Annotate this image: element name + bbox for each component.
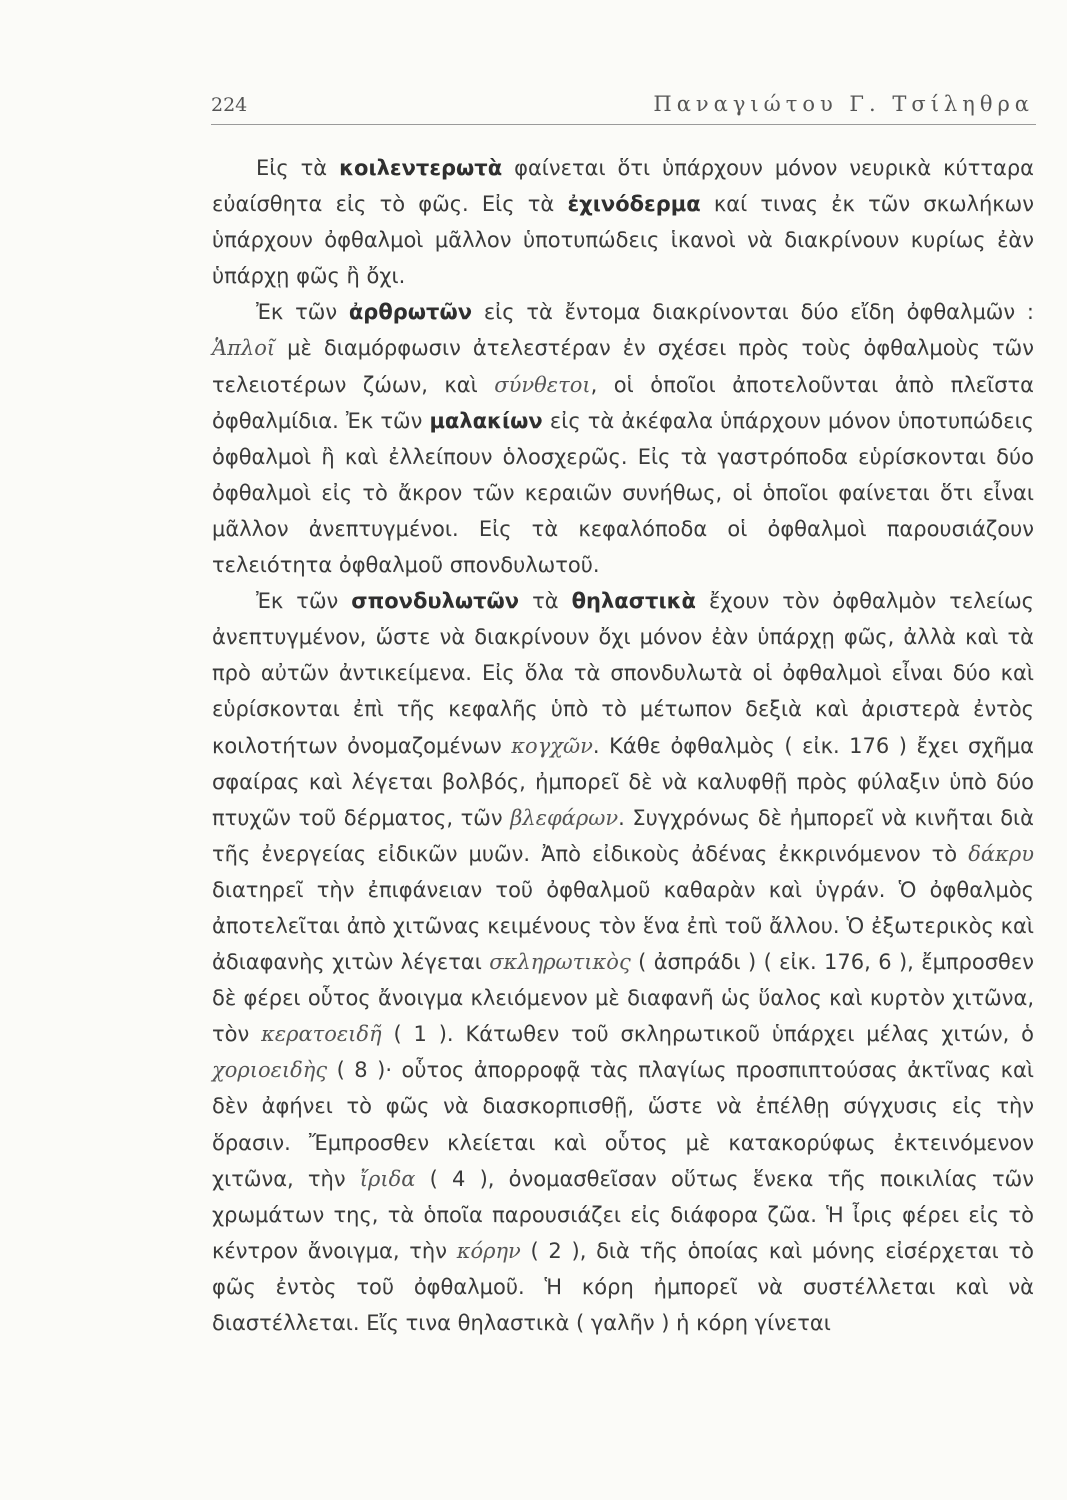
paragraph bbox=[212, 150, 1034, 294]
text-run: τὰ bbox=[519, 589, 572, 614]
text-run: , οἱ ὁποῖοι ἀποτελοῦνται ἀπὸ πλεῖστα ὀφθαλμίδια. Ἐκ τῶν bbox=[212, 372, 1035, 433]
bold-term: ἀρθρωτῶν bbox=[348, 300, 473, 325]
italic-term: Ἁπλοῖ bbox=[212, 336, 276, 361]
text-run: εἰς τὰ ἔντομα διακρίνονται δύο εἴδη ὀφθαλμῶν : bbox=[472, 300, 1034, 325]
text-run: καί τινας ἐκ τῶν σκωλήκων ὑπάρχουν ὀφθαλμοὶ μᾶλλον ὑποτυπώδεις ἱκανοὶ νὰ διακρίνουν κυρίως ἐὰν ὑπάρχῃ φῶς ἢ ὄχι. bbox=[212, 192, 1034, 289]
text-run: ( 4 ), ὀνομασθεῖσαν οὕτως ἕνεκα τῆς ποικιλίας τῶν χρωμάτων της, τὰ ὁποῖα παρουσιάζει εἰς διάφορα ζῶα. Ἡ ἶρις φέρει εἰς τὸ κέντρον ἄνοιγμα, τὴν bbox=[212, 1166, 1034, 1263]
bold-term: μαλακίων bbox=[429, 408, 543, 433]
page-number: 224 bbox=[211, 94, 248, 116]
page-body bbox=[212, 150, 1034, 1341]
text-run: . Συγχρόνως δὲ ἠμπορεῖ νὰ κινῆται διὰ τῆς ἐνεργείας εἰδικῶν μυῶν. Ἀπὸ εἰδικοὺς ἀδένας ἐκκρινόμενον τὸ bbox=[212, 805, 1034, 866]
text-run: Ἐκ τῶν bbox=[256, 300, 349, 325]
text-run: ( ἀσπράδι ) ( εἰκ. 176, 6 ), ἔμπροσθεν δὲ φέρει οὗτος ἄνοιγμα κλειόμενον μὲ διαφανῆ ὡς ὕαλος καὶ κυρτὸν χιτῶνα, τὸν bbox=[212, 950, 1034, 1047]
italic-term: κογχῶν bbox=[511, 733, 593, 758]
text-run: ( 1 ). Κάτωθεν τοῦ σκληρωτικοῦ ὑπάρχει μέλας χιτών, ὁ bbox=[381, 1022, 1034, 1047]
italic-term: κερατοειδῆ bbox=[261, 1022, 382, 1047]
italic-term: βλεφάρων bbox=[510, 805, 619, 830]
text-run: μὲ διαμόρφωσιν ἀτελεστέραν ἐν σχέσει πρὸς τοὺς ὀφθαλμοὺς τῶν τελειοτέρων ζώων, καὶ bbox=[212, 336, 1034, 397]
italic-term: χοριοειδὴς bbox=[212, 1058, 328, 1083]
italic-term: ἴριδα bbox=[359, 1166, 416, 1191]
text-run: Εἰς τὰ bbox=[256, 156, 340, 180]
text-run: ( 2 ), διὰ τῆς ὁποίας καὶ μόνης εἰσέρχεται τὸ φῶς ἐντὸς τοῦ ὀφθαλμοῦ. Ἡ κόρη ἠμπορεῖ νὰ συστέλλεται καὶ νὰ διαστέλλεται. Εἴς τινα θηλαστικὰ ( γαλῆν ) ἡ κόρη γίνεται bbox=[212, 1238, 1034, 1335]
text-run: φαίνεται ὅτι ὑπάρχουν μόνον νευρικὰ κύτταρα εὐαίσθητα εἰς τὸ φῶς. Εἰς τὰ bbox=[212, 156, 1035, 217]
italic-term: κόρην bbox=[456, 1238, 521, 1263]
page-header bbox=[211, 88, 1036, 125]
bold-term: σπονδυλωτῶν bbox=[351, 589, 520, 614]
text-run: εἰς τὰ ἀκέφαλα ὑπάρχουν μόνον ὑποτυπώδεις ὀφθαλμοὶ ἢ καὶ ἐλλείπουν ὁλοσχερῶς. Εἰς τὰ γαστρόποδα εὑρίσκονται δύο ὀφθαλμοὶ εἰς τὸ ἄκρον τῶν κεραιῶν συνήθως, οἱ ὁποῖοι φαίνεται ὅτι εἶναι μᾶλλον ἀνεπτυγμένοι. Εἰς τὰ κεφαλόποδα οἱ ὀφθαλμοὶ παρουσιάζουν τελειότητα ὀφθαλμοῦ σπονδυλωτοῦ. bbox=[212, 408, 1034, 578]
text-run: ἔχουν τὸν ὀφθαλμὸν τελείως ἀνεπτυγμένον, ὥστε νὰ διακρίνουν ὄχι μόνον ἐὰν ὑπάρχῃ φῶς, ἀλλὰ καὶ τὰ πρὸ αὐτῶν ἀντικείμενα. Εἰς ὅλα τὰ σπονδυλωτὰ οἱ ὀφθαλμοὶ εἶναι δύο καὶ εὑρίσκονται ἐπὶ τῆς κεφαλῆς ὑπὸ τὸ μέτωπον δεξιὰ καὶ ἀριστερὰ ἐντὸς κοιλοτήτων ὀνομαζομένων bbox=[212, 589, 1034, 758]
text-run: διατηρεῖ τὴν ἐπιφάνειαν τοῦ ὀφθαλμοῦ καθαρὰν καὶ ὑγράν. Ὁ ὀφθαλμὸς ἀποτελεῖται ἀπὸ χιτῶνας κειμένους τὸν ἕνα ἐπὶ τοῦ ἄλλου. Ὁ ἐξωτερικὸς καὶ ἀδιαφανὴς χιτὼν λέγεται bbox=[212, 877, 1034, 975]
bold-term: ἐχινόδερμα bbox=[567, 192, 701, 217]
italic-term: σκληρωτικὸς bbox=[489, 950, 631, 975]
italic-term: δάκρυ bbox=[968, 841, 1034, 866]
text-run: . Κάθε ὀφθαλμὸς ( εἰκ. 176 ) ἔχει σχῆμα σφαίρας καὶ λέγεται βολβός, ἠμπορεῖ δὲ νὰ καλυφθῇ πρὸς φύλαξιν ὑπὸ δύο πτυχῶν τοῦ δέρματος, τῶν bbox=[212, 733, 1034, 830]
text-run: Ἐκ τῶν bbox=[256, 589, 352, 614]
text-run: ( 8 )· οὗτος ἀπορροφᾷ τὰς πλαγίως προσπιπτούσας ἀκτῖνας καὶ δὲν ἀφήνει τὸ φῶς νὰ διασκορπισθῇ, ὥστε νὰ ἐπέλθῃ σύγχυσις εἰς τὴν ὅρασιν. Ἔμπροσθεν κλείεται καὶ οὗτος μὲ κατακορύφως ἐκτεινόμενον χιτῶνα, τὴν bbox=[212, 1058, 1034, 1191]
bold-term: κοιλεντερωτὰ bbox=[339, 156, 503, 180]
bold-term: θηλαστικὰ bbox=[571, 589, 696, 614]
italic-term: σύνθετοι bbox=[494, 372, 591, 397]
running-title: Παναγιώτου Γ. Τσίληθρα bbox=[653, 92, 1034, 116]
paragraph bbox=[212, 294, 1034, 583]
paragraph bbox=[212, 583, 1034, 1341]
